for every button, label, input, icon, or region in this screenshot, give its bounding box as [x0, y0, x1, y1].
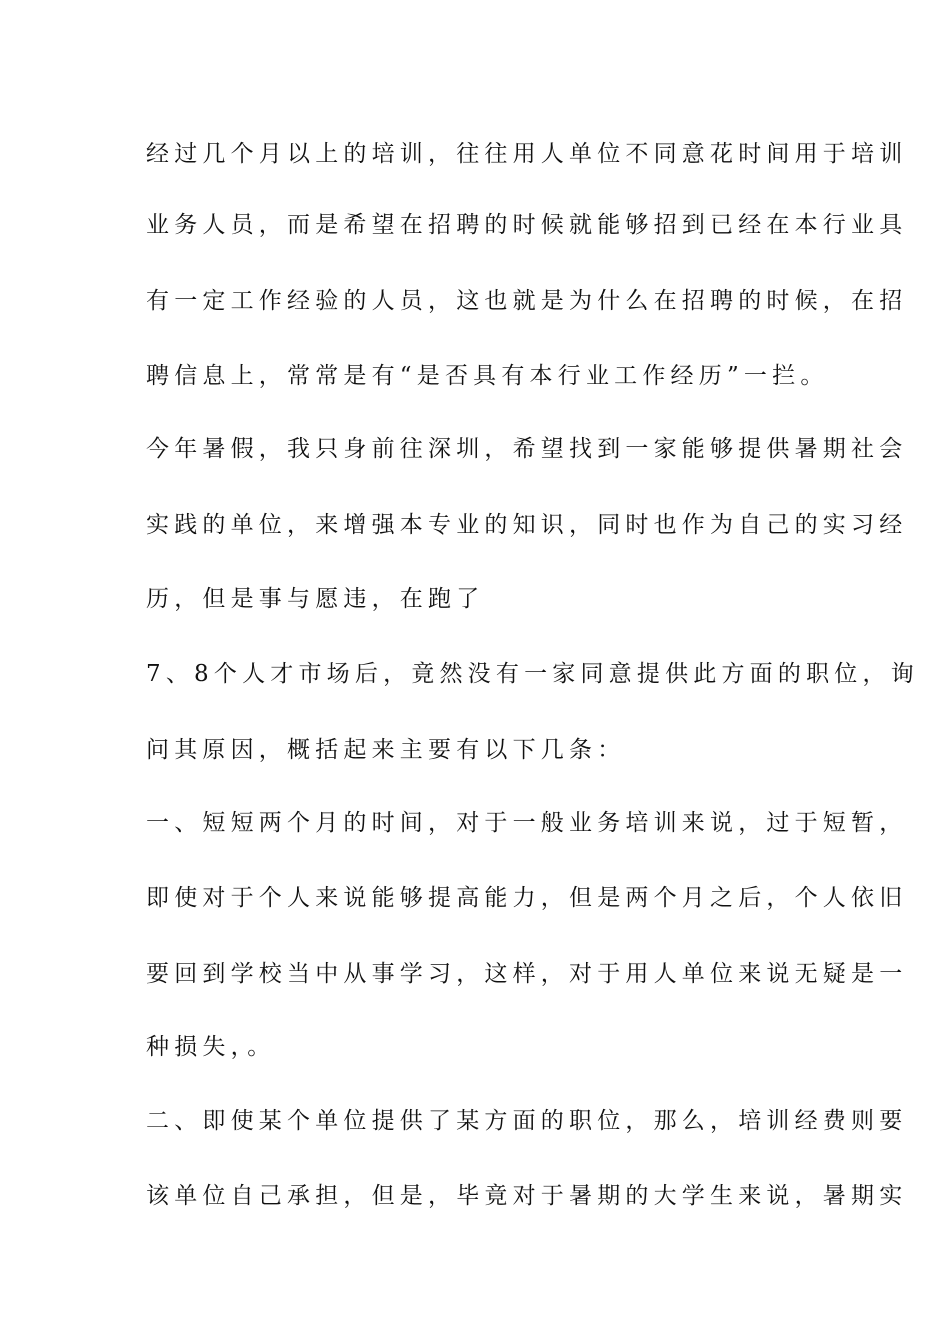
text-line: 要回到学校当中从事学习，这样，对于用人单位来说无疑是一 [146, 961, 908, 987]
text-line: 历，但是事与愿违，在跑了 [146, 586, 485, 612]
text-line: 业务人员，而是希望在招聘的时候就能够招到已经在本行业具 [146, 212, 908, 238]
text-line: 该单位自己承担，但是，毕竟对于暑期的大学生来说，暑期实 [146, 1183, 908, 1209]
text-line: 今年暑假，我只身前往深圳，希望找到一家能够提供暑期社会 [146, 436, 908, 462]
text-line: 实践的单位，来增强本专业的知识，同时也作为自己的实习经 [146, 512, 908, 538]
text-line: 一、短短两个月的时间，对于一般业务培训来说，过于短暂， [146, 810, 908, 836]
text-line: 问其原因，概括起来主要有以下几条： [146, 737, 626, 763]
text-line: 有一定工作经验的人员，这也就是为什么在招聘的时候，在招 [146, 288, 908, 314]
text-line: 经过几个月以上的培训，往往用人单位不同意花时间用于培训 [146, 141, 908, 167]
text-line: 即使对于个人来说能够提高能力，但是两个月之后，个人依旧 [146, 885, 908, 911]
text-line: 种损失，。 [146, 1034, 276, 1060]
text-line: 7、8个人才市场后，竟然没有一家同意提供此方面的职位，询 [146, 661, 919, 687]
text-line: 二、即使某个单位提供了某方面的职位，那么，培训经费则要 [146, 1108, 908, 1134]
text-line: 聘信息上，常常是有“是否具有本行业工作经历”一拦。 [146, 363, 829, 389]
